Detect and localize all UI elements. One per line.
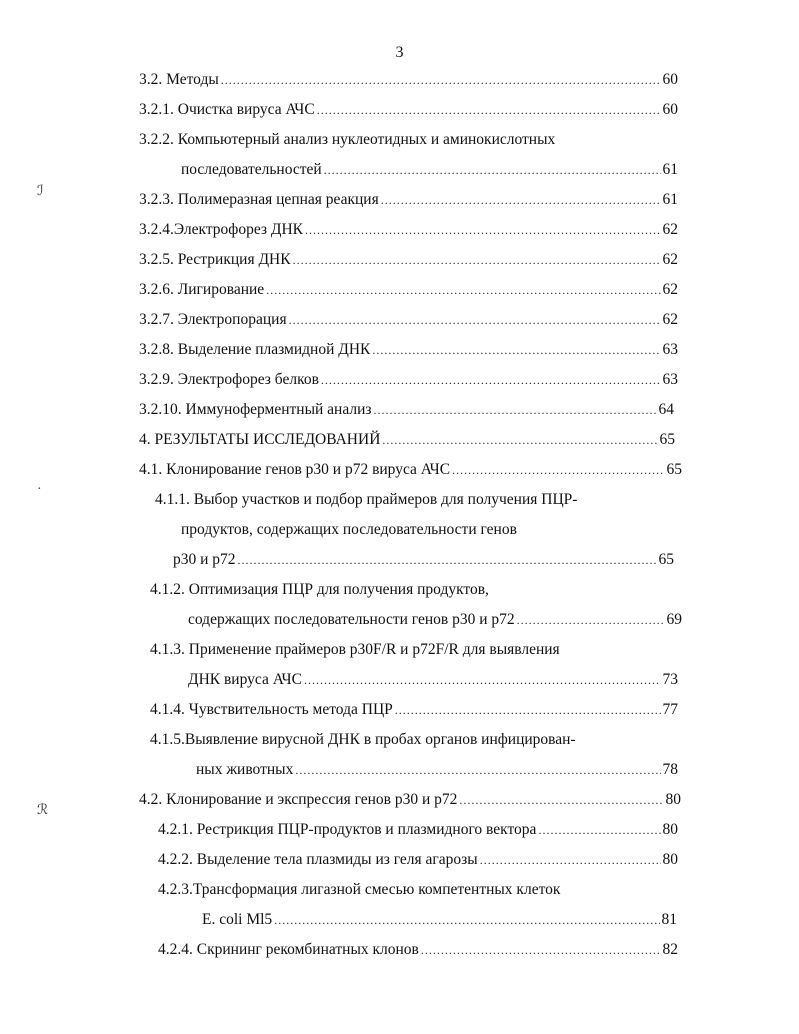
toc-leader xyxy=(304,670,661,690)
toc-leader xyxy=(459,790,663,810)
toc-leader xyxy=(381,190,661,210)
toc-entry-title: 4.2.1. Рестрикция ПЦР-продуктов и плазмидного вектора xyxy=(158,821,537,838)
toc-entry-page: 73 xyxy=(662,671,678,688)
toc-entry-title: 3.2. Методы xyxy=(139,71,219,88)
toc-entry-title: 3.2.4.Электрофорез ДНК xyxy=(139,221,304,238)
toc-entry-title: 4.2.2. Выделение тела плазмиды из геля агарозы xyxy=(158,851,478,868)
toc-entry-page: 60 xyxy=(662,71,678,88)
toc-entry-page: 62 xyxy=(662,221,678,238)
toc-entry-page: 62 xyxy=(662,251,678,268)
toc-entry-title: 3.2.1. Очистка вируса АЧС xyxy=(139,101,315,118)
toc-entry-title: последовательностей xyxy=(181,161,322,178)
toc-entry-title: 4.2.4. Скрининг рекомбинатных клонов xyxy=(158,941,419,958)
toc-entry-title: 3.2.2. Компьютерный анализ нуклеотидных и аминокислотных xyxy=(139,131,556,148)
toc-entry-page: 78 xyxy=(662,761,678,778)
toc-entry-title: 4.1.4. Чувствительность метода ПЦР xyxy=(150,701,393,718)
toc-entry xyxy=(158,940,678,962)
toc-entry-page: 80 xyxy=(665,791,681,808)
toc-entry xyxy=(196,760,678,782)
toc-entry-page: 69 xyxy=(666,611,682,628)
toc-entry-page: 63 xyxy=(662,371,678,388)
toc-entry xyxy=(158,820,678,842)
toc-entry-page: 61 xyxy=(662,161,678,178)
toc-entry-page: 77 xyxy=(662,701,678,718)
toc-leader xyxy=(238,550,657,570)
toc-leader xyxy=(374,400,657,420)
toc-entry xyxy=(181,160,678,182)
toc-entry xyxy=(158,850,678,872)
page-number: 3 xyxy=(395,44,404,61)
toc-entry-title: E. coli Ml5 xyxy=(202,911,273,928)
toc-entry-title: 4.2.3.Трансформация лигазной смесью компетентных клеток xyxy=(158,881,561,898)
margin-mark: ℛ xyxy=(37,803,49,818)
toc-leader xyxy=(372,340,660,360)
toc-entry-title: продуктов, содержащих последовательности генов xyxy=(181,521,517,538)
toc-entry-title: 3.2.3. Полимеразная цепная реакция xyxy=(139,191,379,208)
toc-leader xyxy=(395,700,661,720)
toc-entry-title: 3.2.8. Выделение плазмидной ДНК xyxy=(139,341,371,358)
toc-entry xyxy=(139,790,681,812)
toc-leader xyxy=(538,820,660,840)
margin-mark: ℐ xyxy=(37,184,44,199)
toc-entry-title: р30 и р72 xyxy=(173,551,236,568)
toc-entry xyxy=(139,340,678,362)
toc-entry-page: 65 xyxy=(658,551,674,568)
toc-entry-title: 4.1. Клонирование генов р30 и р72 вируса АЧС xyxy=(139,461,451,478)
toc-leader xyxy=(289,310,661,330)
toc-entry-title: 3.2.6. Лигирование xyxy=(139,281,265,298)
toc-entry xyxy=(202,910,677,932)
toc-entry xyxy=(150,700,678,722)
toc-entry-page: 62 xyxy=(662,281,678,298)
toc-entry xyxy=(139,310,678,332)
toc-leader xyxy=(452,460,664,480)
toc-entry-title: 3.2.10. Иммуноферментный анализ xyxy=(139,401,372,418)
toc-entry-page: 64 xyxy=(658,401,674,418)
toc-leader xyxy=(480,850,661,870)
toc-entry-page: 80 xyxy=(662,851,678,868)
toc-leader xyxy=(517,610,665,630)
toc-leader xyxy=(305,220,660,240)
toc-entry xyxy=(139,70,678,92)
toc-entry xyxy=(139,430,675,452)
toc-leader xyxy=(324,160,661,180)
toc-entry-page: 81 xyxy=(661,911,677,928)
toc-entry-title: ДНК вируса АЧС xyxy=(188,671,302,688)
toc-entry-page: 65 xyxy=(666,461,682,478)
toc-entry-title: 4.1.1. Выбор участков и подбор праймеров для получения ПЦР- xyxy=(155,491,578,508)
toc-entry xyxy=(188,610,682,632)
margin-mark: · xyxy=(37,482,42,497)
toc-entry xyxy=(139,280,678,302)
toc-entry-title: содержащих последовательности генов р30 и р72 xyxy=(188,611,515,628)
toc-entry xyxy=(188,670,678,692)
toc-leader xyxy=(421,940,661,960)
toc-leader xyxy=(321,370,661,390)
toc-leader xyxy=(221,70,661,90)
toc-entry-page: 61 xyxy=(662,191,678,208)
toc-entry-page: 80 xyxy=(662,821,678,838)
toc-entry-title: 3.2.9. Электрофорез белков xyxy=(139,371,319,388)
toc-entry xyxy=(139,400,674,422)
toc-entry-title: 4.1.5.Выявление вирусной ДНК в пробах органов инфицирован- xyxy=(150,731,576,748)
toc-entry xyxy=(139,460,682,482)
toc-entry-title: 4.1.3. Применение праймеров p30F/R и p72F/R для выявления xyxy=(150,641,560,658)
toc-entry-page: 65 xyxy=(659,431,675,448)
toc-leader xyxy=(293,250,661,270)
toc-entry-title: 4.1.2. Оптимизация ПЦР для получения продуктов, xyxy=(150,581,489,598)
toc-entry-page: 63 xyxy=(662,341,678,358)
toc-entry xyxy=(139,220,678,242)
toc-entry-title: 4. РЕЗУЛЬТАТЫ ИССЛЕДОВАНИЙ xyxy=(139,431,381,448)
toc-entry xyxy=(139,370,678,392)
toc-leader xyxy=(295,760,660,780)
toc-entry-title: ных животных xyxy=(196,761,294,778)
toc-entry-page: 82 xyxy=(662,941,678,958)
toc-entry-title: 4.2. Клонирование и экспрессия генов р30 и р72 xyxy=(139,791,458,808)
toc-leader xyxy=(317,100,661,120)
toc-entry xyxy=(139,190,678,212)
toc-entry xyxy=(139,100,678,122)
toc-entry-title: 3.2.5. Рестрикция ДНК xyxy=(139,251,291,268)
toc-leader xyxy=(266,280,660,300)
toc-entry xyxy=(139,250,678,272)
toc-entry-page: 60 xyxy=(662,101,678,118)
toc-entry-title: 3.2.7. Электропорация xyxy=(139,311,287,328)
toc-entry xyxy=(173,550,674,572)
toc-leader xyxy=(382,430,657,450)
toc-entry-page: 62 xyxy=(662,311,678,328)
toc-leader xyxy=(274,910,659,930)
